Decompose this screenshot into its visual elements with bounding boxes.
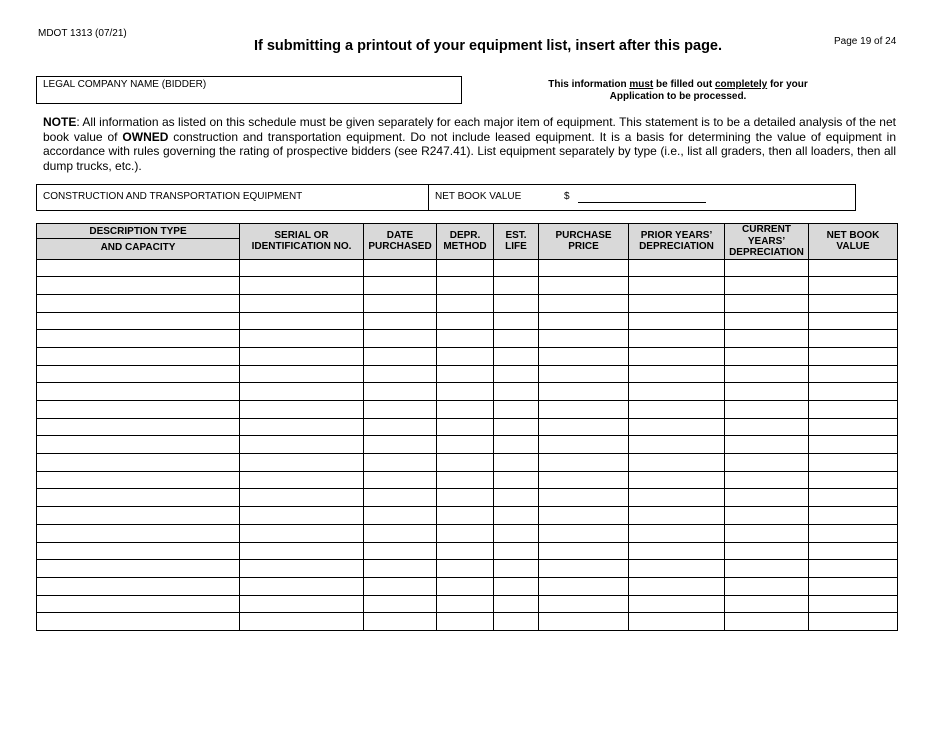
cell-current-depreciation[interactable] xyxy=(725,401,809,419)
cell-depr-method[interactable] xyxy=(437,507,494,525)
cell-net-book-value[interactable] xyxy=(809,454,898,472)
info-note-line2: Application to be processed. xyxy=(609,91,747,102)
cell-purchase-price[interactable] xyxy=(539,277,629,295)
cell-purchase-price[interactable] xyxy=(539,347,629,365)
cell-current-depreciation[interactable] xyxy=(725,613,809,631)
cell-description[interactable] xyxy=(37,454,240,472)
cell-current-depreciation[interactable] xyxy=(725,294,809,312)
cell-est-life[interactable] xyxy=(494,401,539,419)
col-header-line2: LIFE xyxy=(505,241,527,253)
cell-serial[interactable] xyxy=(240,524,364,542)
cell-date-purchased[interactable] xyxy=(364,577,437,595)
cell-date-purchased[interactable] xyxy=(364,277,437,295)
table-row xyxy=(37,595,898,613)
cell-net-book-value[interactable] xyxy=(809,330,898,348)
note-label: NOTE xyxy=(43,115,77,129)
cell-description[interactable] xyxy=(37,259,240,277)
col-header-line1: CURRENT xyxy=(742,224,791,235)
cell-current-depreciation[interactable] xyxy=(725,454,809,472)
table-row xyxy=(37,312,898,330)
cell-purchase-price[interactable] xyxy=(539,259,629,277)
cell-depr-method[interactable] xyxy=(437,454,494,472)
cell-est-life[interactable] xyxy=(494,560,539,578)
cell-current-depreciation[interactable] xyxy=(725,312,809,330)
cell-depr-method[interactable] xyxy=(437,418,494,436)
cell-description[interactable] xyxy=(37,365,240,383)
col-header-line2: METHOD xyxy=(443,241,487,253)
equipment-table xyxy=(36,223,898,631)
cell-date-purchased[interactable] xyxy=(364,489,437,507)
table-row xyxy=(37,330,898,348)
cell-net-book-value[interactable] xyxy=(809,489,898,507)
cell-depr-method[interactable] xyxy=(437,277,494,295)
col-header-current-depreciation xyxy=(725,224,809,260)
cell-serial[interactable] xyxy=(240,294,364,312)
col-header-line1: PURCHASE xyxy=(555,229,612,241)
table-row xyxy=(37,277,898,295)
cell-prior-depreciation[interactable] xyxy=(629,277,725,295)
cell-serial[interactable] xyxy=(240,507,364,525)
cell-prior-depreciation[interactable] xyxy=(629,489,725,507)
cell-description[interactable] xyxy=(37,312,240,330)
cell-net-book-value[interactable] xyxy=(809,436,898,454)
col-header-line2: PURCHASED xyxy=(368,241,432,253)
cell-est-life[interactable] xyxy=(494,542,539,560)
cell-est-life[interactable] xyxy=(494,383,539,401)
col-header-line2: PRICE xyxy=(568,241,599,253)
col-header-prior-depreciation xyxy=(629,224,725,260)
cell-serial[interactable] xyxy=(240,489,364,507)
cell-date-purchased[interactable] xyxy=(364,595,437,613)
cell-description[interactable] xyxy=(37,595,240,613)
table-row xyxy=(37,560,898,578)
cell-purchase-price[interactable] xyxy=(539,560,629,578)
cell-current-depreciation[interactable] xyxy=(725,436,809,454)
cell-est-life[interactable] xyxy=(494,577,539,595)
cell-depr-method[interactable] xyxy=(437,312,494,330)
cell-purchase-price[interactable] xyxy=(539,595,629,613)
table-row xyxy=(37,524,898,542)
col-header-line2: IDENTIFICATION NO. xyxy=(251,241,352,253)
cell-serial[interactable] xyxy=(240,365,364,383)
cell-purchase-price[interactable] xyxy=(539,454,629,472)
cell-prior-depreciation[interactable] xyxy=(629,294,725,312)
cell-description[interactable] xyxy=(37,489,240,507)
cell-depr-method[interactable] xyxy=(437,436,494,454)
cell-current-depreciation[interactable] xyxy=(725,277,809,295)
col-header-depr-method xyxy=(437,224,494,260)
cell-description[interactable] xyxy=(37,471,240,489)
table-row xyxy=(37,436,898,454)
form-id: MDOT 1313 (07/21) xyxy=(38,28,127,39)
cell-prior-depreciation[interactable] xyxy=(629,595,725,613)
cell-date-purchased[interactable] xyxy=(364,507,437,525)
cell-serial[interactable] xyxy=(240,471,364,489)
cell-purchase-price[interactable] xyxy=(539,524,629,542)
cell-date-purchased[interactable] xyxy=(364,471,437,489)
cell-serial[interactable] xyxy=(240,436,364,454)
cell-net-book-value[interactable] xyxy=(809,524,898,542)
cell-date-purchased[interactable] xyxy=(364,312,437,330)
table-row xyxy=(37,347,898,365)
cell-net-book-value[interactable] xyxy=(809,365,898,383)
net-book-value-label: NET BOOK VALUE xyxy=(435,191,522,202)
cell-net-book-value[interactable] xyxy=(809,294,898,312)
cell-date-purchased[interactable] xyxy=(364,418,437,436)
cell-est-life[interactable] xyxy=(494,277,539,295)
cell-purchase-price[interactable] xyxy=(539,436,629,454)
table-row xyxy=(37,613,898,631)
table-row xyxy=(37,294,898,312)
cell-depr-method[interactable] xyxy=(437,560,494,578)
cell-serial[interactable] xyxy=(240,595,364,613)
page-title: If submitting a printout of your equipment list, insert after this page. xyxy=(253,38,723,54)
cell-description[interactable] xyxy=(37,436,240,454)
info-note-part1: This information xyxy=(548,79,630,90)
cell-net-book-value[interactable] xyxy=(809,507,898,525)
cell-current-depreciation[interactable] xyxy=(725,383,809,401)
cell-net-book-value[interactable] xyxy=(809,277,898,295)
cell-est-life[interactable] xyxy=(494,595,539,613)
cell-depr-method[interactable] xyxy=(437,347,494,365)
cell-net-book-value[interactable] xyxy=(809,347,898,365)
table-row xyxy=(37,365,898,383)
cell-date-purchased[interactable] xyxy=(364,560,437,578)
info-note-must: must xyxy=(629,79,654,90)
cell-depr-method[interactable] xyxy=(437,401,494,419)
cell-current-depreciation[interactable] xyxy=(725,418,809,436)
table-row xyxy=(37,401,898,419)
company-name-label: LEGAL COMPANY NAME (BIDDER) xyxy=(43,79,207,90)
cell-description[interactable] xyxy=(37,507,240,525)
cell-serial[interactable] xyxy=(240,613,364,631)
page-number: Page 19 of 24 xyxy=(834,36,897,47)
cell-purchase-price[interactable] xyxy=(539,507,629,525)
col-header-purchase-price xyxy=(539,224,629,260)
cell-current-depreciation[interactable] xyxy=(725,507,809,525)
cell-depr-method[interactable] xyxy=(437,542,494,560)
table-body xyxy=(37,259,898,630)
cell-serial[interactable] xyxy=(240,330,364,348)
cell-current-depreciation[interactable] xyxy=(725,542,809,560)
cell-serial[interactable] xyxy=(240,401,364,419)
cell-est-life[interactable] xyxy=(494,471,539,489)
info-note-completely: completely xyxy=(714,79,768,90)
cell-est-life[interactable] xyxy=(494,294,539,312)
cell-purchase-price[interactable] xyxy=(539,613,629,631)
cell-est-life[interactable] xyxy=(494,489,539,507)
cell-est-life[interactable] xyxy=(494,330,539,348)
col-header-line1: DESCRIPTION TYPE xyxy=(89,226,187,237)
cell-est-life[interactable] xyxy=(494,613,539,631)
table-row xyxy=(37,542,898,560)
cell-current-depreciation[interactable] xyxy=(725,259,809,277)
cell-prior-depreciation[interactable] xyxy=(629,259,725,277)
cell-description[interactable] xyxy=(37,418,240,436)
col-header-net-book-value xyxy=(809,224,898,260)
table-row xyxy=(37,259,898,277)
cell-prior-depreciation[interactable] xyxy=(629,577,725,595)
equipment-category-label: CONSTRUCTION AND TRANSPORTATION EQUIPMENT xyxy=(43,191,303,202)
cell-est-life[interactable] xyxy=(494,507,539,525)
cell-est-life[interactable] xyxy=(494,259,539,277)
cell-date-purchased[interactable] xyxy=(364,383,437,401)
info-requirement-note xyxy=(538,79,818,103)
cell-description[interactable] xyxy=(37,330,240,348)
cell-serial[interactable] xyxy=(240,277,364,295)
cell-description[interactable] xyxy=(37,401,240,419)
cell-prior-depreciation[interactable] xyxy=(629,330,725,348)
cell-purchase-price[interactable] xyxy=(539,542,629,560)
cell-current-depreciation[interactable] xyxy=(725,489,809,507)
col-header-serial xyxy=(240,224,364,260)
cell-net-book-value[interactable] xyxy=(809,312,898,330)
cell-prior-depreciation[interactable] xyxy=(629,471,725,489)
cell-prior-depreciation[interactable] xyxy=(629,418,725,436)
cell-purchase-price[interactable] xyxy=(539,418,629,436)
cell-serial[interactable] xyxy=(240,542,364,560)
cell-serial[interactable] xyxy=(240,312,364,330)
col-header-date-purchased xyxy=(364,224,437,260)
col-header-line2: AND CAPACITY xyxy=(100,242,176,253)
cell-current-depreciation[interactable] xyxy=(725,347,809,365)
note-text-2: construction and transportation equipment. Do not include leased equipment. It is a basis for determining the value of equipment in accordance with rules governing the rating of prospective bidders (see R247.41). List equipment separately by type (i.e., list all graders, then all loaders, then all dump trucks, etc.). xyxy=(43,129,897,173)
cell-current-depreciation[interactable] xyxy=(725,595,809,613)
cell-depr-method[interactable] xyxy=(437,471,494,489)
cell-prior-depreciation[interactable] xyxy=(629,507,725,525)
cell-prior-depreciation[interactable] xyxy=(629,312,725,330)
cell-date-purchased[interactable] xyxy=(364,454,437,472)
table-row xyxy=(37,507,898,525)
col-header-line2: VALUE xyxy=(836,241,870,253)
cell-date-purchased[interactable] xyxy=(364,330,437,348)
summary-divider xyxy=(428,185,429,210)
cell-est-life[interactable] xyxy=(494,312,539,330)
cell-prior-depreciation[interactable] xyxy=(629,383,725,401)
cell-net-book-value[interactable] xyxy=(809,613,898,631)
table-row xyxy=(37,471,898,489)
cell-prior-depreciation[interactable] xyxy=(629,436,725,454)
cell-depr-method[interactable] xyxy=(437,365,494,383)
cell-depr-method[interactable] xyxy=(437,294,494,312)
cell-current-depreciation[interactable] xyxy=(725,577,809,595)
cell-current-depreciation[interactable] xyxy=(725,365,809,383)
cell-depr-method[interactable] xyxy=(437,489,494,507)
equipment-summary-box xyxy=(36,184,856,211)
cell-purchase-price[interactable] xyxy=(539,365,629,383)
company-name-field[interactable] xyxy=(36,76,462,104)
cell-current-depreciation[interactable] xyxy=(725,524,809,542)
cell-depr-method[interactable] xyxy=(437,613,494,631)
cell-description[interactable] xyxy=(37,542,240,560)
header-divider xyxy=(37,238,239,239)
cell-est-life[interactable] xyxy=(494,524,539,542)
cell-date-purchased[interactable] xyxy=(364,365,437,383)
cell-serial[interactable] xyxy=(240,454,364,472)
info-note-part3: for your xyxy=(767,79,808,90)
col-header-line1: DATE xyxy=(386,229,414,241)
cell-current-depreciation[interactable] xyxy=(725,330,809,348)
cell-date-purchased[interactable] xyxy=(364,294,437,312)
cell-date-purchased[interactable] xyxy=(364,401,437,419)
table-row xyxy=(37,383,898,401)
cell-purchase-price[interactable] xyxy=(539,401,629,419)
cell-description[interactable] xyxy=(37,524,240,542)
cell-prior-depreciation[interactable] xyxy=(629,365,725,383)
cell-prior-depreciation[interactable] xyxy=(629,524,725,542)
cell-serial[interactable] xyxy=(240,577,364,595)
cell-prior-depreciation[interactable] xyxy=(629,454,725,472)
cell-description[interactable] xyxy=(37,294,240,312)
cell-purchase-price[interactable] xyxy=(539,383,629,401)
cell-date-purchased[interactable] xyxy=(364,347,437,365)
col-header-line1: NET BOOK xyxy=(826,229,880,241)
cell-serial[interactable] xyxy=(240,259,364,277)
cell-purchase-price[interactable] xyxy=(539,471,629,489)
cell-est-life[interactable] xyxy=(494,365,539,383)
net-book-value-field[interactable] xyxy=(578,202,706,203)
cell-description[interactable] xyxy=(37,277,240,295)
cell-net-book-value[interactable] xyxy=(809,577,898,595)
cell-current-depreciation[interactable] xyxy=(725,471,809,489)
cell-serial[interactable] xyxy=(240,560,364,578)
cell-est-life[interactable] xyxy=(494,454,539,472)
cell-date-purchased[interactable] xyxy=(364,259,437,277)
cell-net-book-value[interactable] xyxy=(809,542,898,560)
col-header-description xyxy=(37,224,240,260)
col-header-line2: DEPRECIATION xyxy=(639,241,714,253)
dollar-sign: $ xyxy=(564,191,570,202)
cell-description[interactable] xyxy=(37,577,240,595)
cell-prior-depreciation[interactable] xyxy=(629,542,725,560)
cell-depr-method[interactable] xyxy=(437,524,494,542)
cell-prior-depreciation[interactable] xyxy=(629,401,725,419)
note-text-1: : All information as listed on this schedule must be given separately for each major item of equipment. This statement is to be a detailed analysis of the net book value of xyxy=(43,115,896,144)
cell-description[interactable] xyxy=(37,347,240,365)
cell-purchase-price[interactable] xyxy=(539,312,629,330)
col-header-line1: DEPR. xyxy=(449,229,481,241)
cell-description[interactable] xyxy=(37,383,240,401)
table-row xyxy=(37,577,898,595)
cell-depr-method[interactable] xyxy=(437,330,494,348)
cell-purchase-price[interactable] xyxy=(539,330,629,348)
cell-depr-method[interactable] xyxy=(437,383,494,401)
table-row xyxy=(37,454,898,472)
cell-net-book-value[interactable] xyxy=(809,418,898,436)
col-header-line1: PRIOR YEARS’ xyxy=(640,229,713,241)
col-header-line3: DEPRECIATION xyxy=(729,247,804,258)
cell-net-book-value[interactable] xyxy=(809,595,898,613)
cell-date-purchased[interactable] xyxy=(364,524,437,542)
cell-net-book-value[interactable] xyxy=(809,259,898,277)
cell-current-depreciation[interactable] xyxy=(725,560,809,578)
col-header-line1: EST. xyxy=(505,229,527,241)
cell-prior-depreciation[interactable] xyxy=(629,560,725,578)
col-header-line1: SERIAL OR xyxy=(274,229,329,241)
cell-est-life[interactable] xyxy=(494,418,539,436)
col-header-line2: YEARS’ xyxy=(747,235,786,247)
cell-net-book-value[interactable] xyxy=(809,560,898,578)
cell-date-purchased[interactable] xyxy=(364,542,437,560)
col-header-est-life xyxy=(494,224,539,260)
cell-purchase-price[interactable] xyxy=(539,489,629,507)
cell-prior-depreciation[interactable] xyxy=(629,613,725,631)
cell-net-book-value[interactable] xyxy=(809,401,898,419)
note-paragraph xyxy=(43,115,896,173)
cell-serial[interactable] xyxy=(240,383,364,401)
cell-prior-depreciation[interactable] xyxy=(629,347,725,365)
cell-date-purchased[interactable] xyxy=(364,436,437,454)
cell-description[interactable] xyxy=(37,613,240,631)
cell-depr-method[interactable] xyxy=(437,259,494,277)
cell-net-book-value[interactable] xyxy=(809,471,898,489)
cell-description[interactable] xyxy=(37,560,240,578)
cell-depr-method[interactable] xyxy=(437,595,494,613)
cell-net-book-value[interactable] xyxy=(809,383,898,401)
table-header-row xyxy=(37,224,898,260)
cell-purchase-price[interactable] xyxy=(539,294,629,312)
cell-depr-method[interactable] xyxy=(437,577,494,595)
info-note-part2: be filled out xyxy=(653,79,715,90)
cell-serial[interactable] xyxy=(240,418,364,436)
cell-date-purchased[interactable] xyxy=(364,613,437,631)
cell-serial[interactable] xyxy=(240,347,364,365)
cell-est-life[interactable] xyxy=(494,436,539,454)
cell-est-life[interactable] xyxy=(494,347,539,365)
table-row xyxy=(37,418,898,436)
table-row xyxy=(37,489,898,507)
cell-purchase-price[interactable] xyxy=(539,577,629,595)
note-owned: OWNED xyxy=(122,129,169,144)
